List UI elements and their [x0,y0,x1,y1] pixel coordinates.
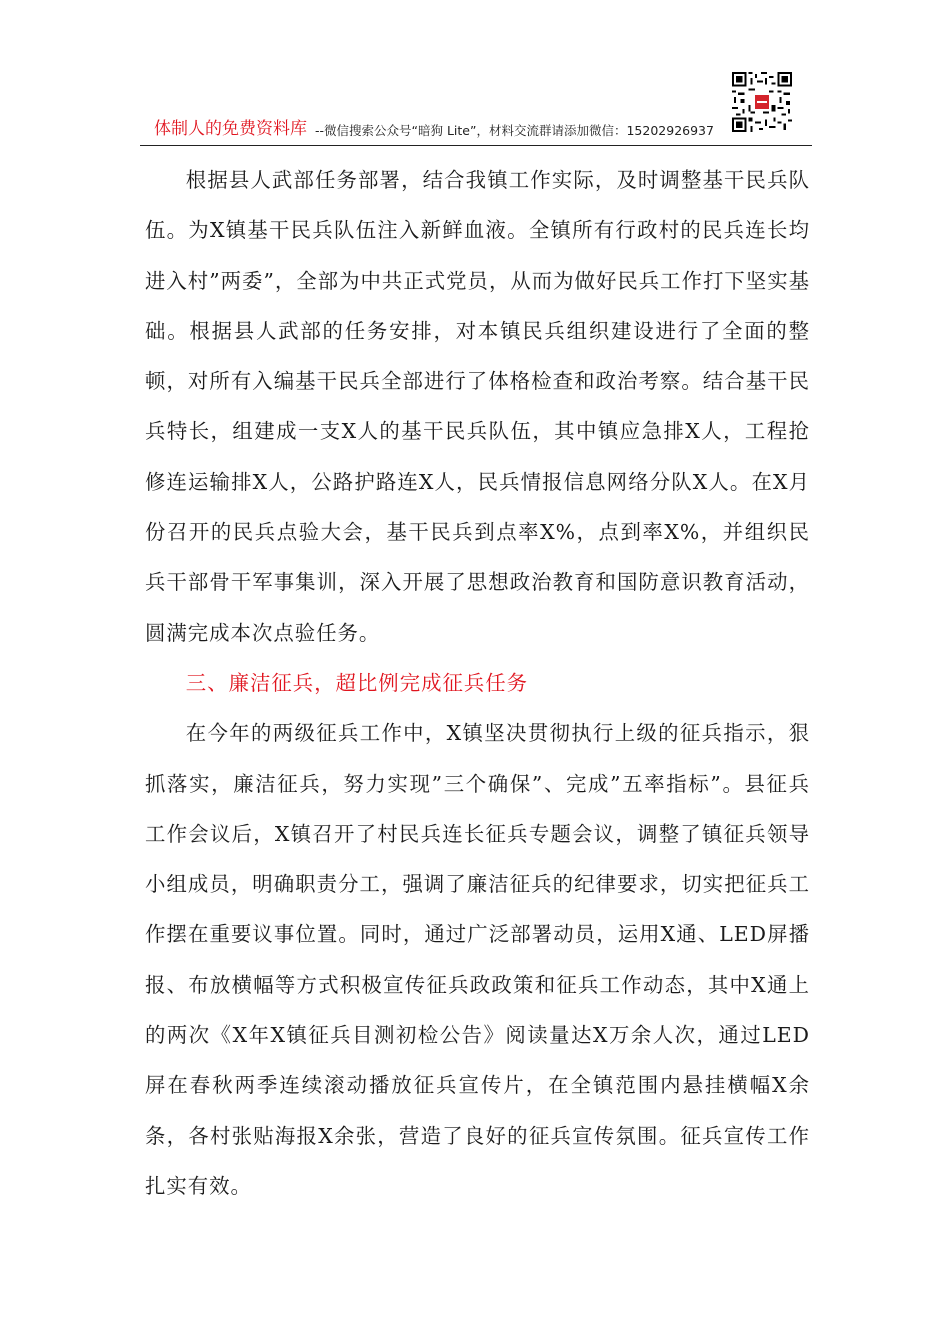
body-paragraph: 根据县人武部任务部署，结合我镇工作实际，及时调整基干民兵队伍。为X镇基干民兵队伍注入新鲜血液。全镇所有行政村的民兵连长均进入村”两委”，全部为中共正式党员，从而为做好民兵工作打下坚实基础。根据县人武部的任务安排，对本镇民兵组织建设进行了全面的整顿，对所有入编基干民兵全部进行了体格检查和政治考察。结合基干民兵特长，组建成一支X人的基干民兵队伍，其中镇应急排X人，工程抢修连运输排X人，公路护路连X人，民兵情报信息网络分队X人。在X月份召开的民兵点验大会，基干民兵到点率X%，点到率X%，并组织民兵干部骨干军事集训，深入开展了思想政治教育和国防意识教育活动，圆满完成本次点验任务。 [145,168,810,645]
section-heading: 三、廉洁征兵，超比例完成征兵任务 [185,670,529,695]
header-brand: 体制人的免费资料库 [154,119,307,139]
document-body [145,155,810,1211]
header-note: --微信搜索公众号“暗狗 Lite”，材料交流群请添加微信：15202926937 [315,123,714,138]
body-paragraph: 在今年的两级征兵工作中，X镇坚决贯彻执行上级的征兵指示，狠抓落实，廉洁征兵，努力实现”三个确保”、完成”五率指标”。县征兵工作会议后，X镇召开了村民兵连长征兵专题会议，调整了镇征兵领导小组成员，明确职责分工，强调了廉洁征兵的纪律要求，切实把征兵工作摆在重要议事位置。同时，通过广泛部署动员，运用X通、LED屏播报、布放横幅等方式积极宣传征兵政政策和征兵工作动态，其中X通上的两次《X年X镇征兵目测初检公告》阅读量达X万余人次，通过LED屏在春秋两季连续滚动播放征兵宣传片，在全镇范围内悬挂横幅X余条，各村张贴海报X余张，营造了良好的征兵宣传氛围。征兵宣传工作扎实有效。 [145,721,810,1198]
page-header [140,70,812,146]
header-divider [140,145,812,146]
qr-code-icon [732,72,792,132]
